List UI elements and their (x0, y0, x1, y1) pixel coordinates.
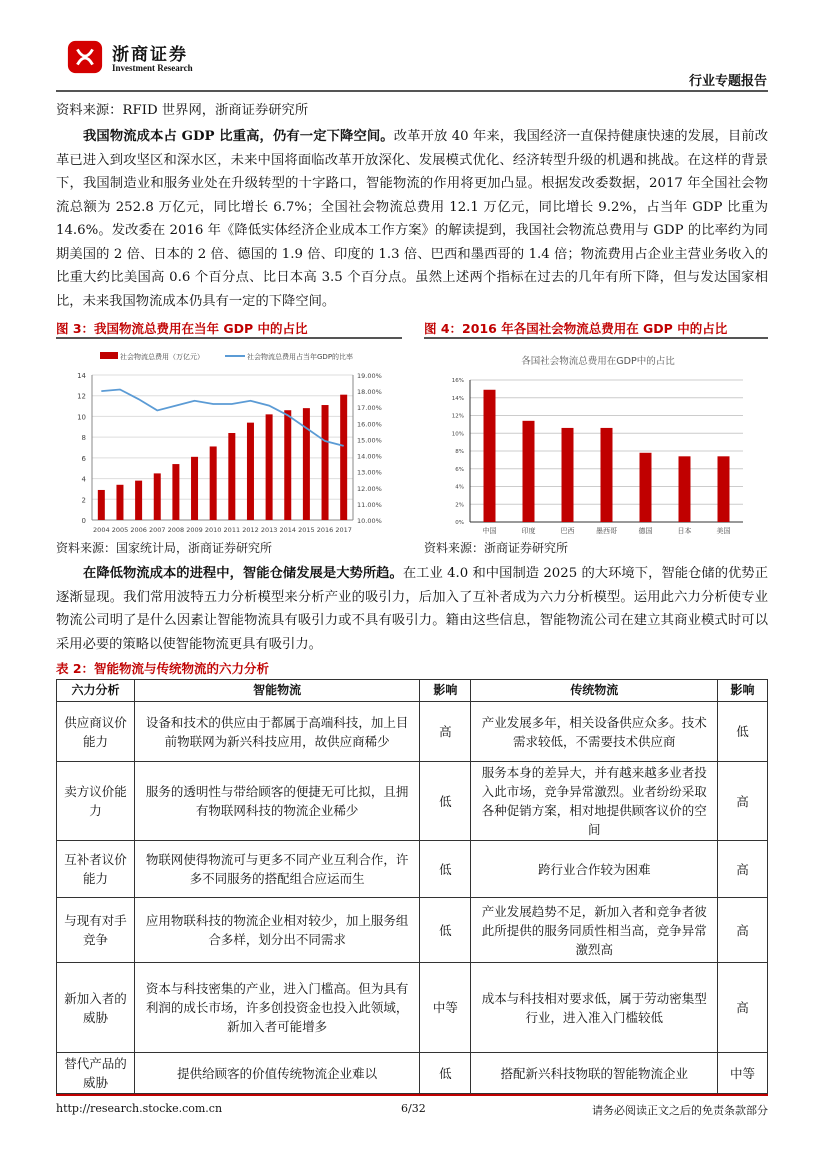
paragraph-lead: 我国物流成本占 GDP 比重高，仍有一定下降空间。 (83, 129, 394, 144)
chart-title: 各国社会物流总费用在GDP中的占比 (521, 356, 675, 367)
y2-tick-label: 17.00% (357, 404, 382, 413)
cell-smart-impact: 中等 (420, 963, 471, 1053)
x-tick-label: 2011 (223, 526, 241, 534)
y-tick-label: 8 (81, 434, 86, 443)
cell-traditional-impact: 低 (718, 702, 768, 762)
cell-traditional-impact: 高 (718, 841, 768, 898)
y-tick-label: 10 (77, 413, 86, 422)
cell-smart: 提供给顾客的价值传统物流企业难以 (134, 1053, 420, 1094)
cell-smart: 服务的透明性与带给顾客的便捷无可比拟，且拥有物联网科技的物流企业稀少 (134, 762, 420, 841)
x-tick-label: 美国 (716, 527, 731, 535)
bar (601, 428, 613, 522)
paragraph-smart-warehouse (56, 562, 768, 656)
x-tick-label: 2010 (204, 526, 222, 534)
cell-smart: 资本与科技密集的产业，进入门槛高。但为具有利润的成长市场，许多创投资金也投入此领域，新加入者可能增多 (134, 963, 420, 1053)
x-tick-label: 2016 (316, 526, 334, 534)
x-tick-label: 印度 (521, 527, 536, 535)
brand-subtitle: Investment Research (112, 63, 193, 73)
bar (266, 414, 273, 520)
y-tick-label: 2% (455, 502, 464, 509)
x-tick-label: 2015 (298, 526, 315, 534)
bar (303, 408, 310, 520)
cell-force: 与现有对手竞争 (57, 898, 135, 963)
y-tick-label: 10% (451, 431, 464, 438)
chart-country-logistics-gdp (420, 340, 760, 535)
bar (116, 485, 123, 520)
bar (718, 456, 730, 522)
y-tick-label: 6% (455, 466, 464, 473)
report-type: 行业专题报告 (688, 74, 767, 89)
x-tick-label: 2004 (93, 526, 110, 534)
footer-divider (56, 1094, 768, 1096)
figure-4-caption: 图 4：2016 年各国社会物流总费用在 GDP 中的占比 (424, 321, 728, 336)
cell-force: 供应商议价能力 (57, 702, 135, 762)
y2-tick-label: 10.00% (357, 517, 382, 525)
paragraph-body: 在工业 4.0 和中国制造 2025 的大环境下，智能仓储的优势正逐渐显现。我们常用波特五力分析模型来分析产业的吸引力，后加入了互补者成为六力分析模型。运用此六力分析使专业物流公司明了是什么因素让智能物流具有吸引力或不具有吸引力。籍由这些信息，智能物流公司在建立其商业模式时可以采用必要的策略以使智能物流更具有吸引力。 (56, 566, 768, 652)
y-tick-label: 8% (455, 449, 464, 455)
table-row (57, 702, 768, 762)
table-row (57, 1053, 768, 1094)
cell-force: 新加入者的威胁 (57, 963, 135, 1053)
cell-traditional-impact: 高 (718, 963, 768, 1053)
cell-smart: 应用物联科技的物流企业相对较少，加上服务组合多样，划分出不同需求 (134, 898, 420, 963)
header-traditional: 传统物流 (471, 680, 718, 702)
y2-tick-label: 11.00% (357, 500, 382, 509)
header-divider (56, 90, 768, 92)
brand-name: 浙商证券 (112, 45, 188, 65)
bar (191, 457, 198, 520)
company-logo (66, 38, 104, 76)
x-tick-label: 巴西 (560, 527, 575, 535)
page-number: 6/32 (401, 1102, 426, 1115)
header-smart: 智能物流 (134, 680, 420, 702)
cell-traditional: 产业发展趋势不足，新加入者和竞争者彼此所提供的服务同质性相当高，竞争异常激烈高 (471, 898, 718, 963)
x-tick-label: 2014 (279, 526, 297, 534)
bar (98, 490, 105, 520)
cell-traditional-impact: 中等 (718, 1053, 768, 1094)
header-force: 六力分析 (57, 680, 135, 702)
cell-smart-impact: 低 (420, 762, 471, 841)
bar (340, 395, 347, 520)
x-tick-label: 墨西哥 (596, 527, 617, 535)
y2-tick-label: 14.00% (357, 452, 382, 461)
table-row (57, 841, 768, 898)
cell-force: 互补者议价能力 (57, 841, 135, 898)
table-row (57, 963, 768, 1053)
bar (172, 464, 179, 520)
y-tick-label: 12% (451, 413, 464, 420)
x-tick-label: 2017 (335, 526, 352, 534)
x-tick-label: 2009 (186, 526, 203, 534)
y-tick-label: 2 (81, 496, 86, 505)
x-tick-label: 2008 (167, 526, 185, 534)
paragraph-logistics-cost (56, 125, 768, 313)
x-tick-label: 2007 (148, 526, 166, 534)
figure-3-source: 资料来源：国家统计局，浙商证券研究所 (56, 541, 273, 555)
table-2-caption: 表 2：智能物流与传统物流的六力分析 (56, 661, 270, 676)
bar (135, 481, 142, 520)
cell-force: 卖方议价能力 (57, 762, 135, 841)
x-tick-label: 2012 (242, 526, 259, 534)
bar (679, 456, 691, 522)
cell-smart: 设备和技术的供应由于都属于高端科技，加上目前物联网为新兴科技应用，故供应商稀少 (134, 702, 420, 762)
y2-tick-label: 12.00% (357, 484, 382, 493)
x-tick-label: 2013 (260, 526, 278, 534)
bar (247, 423, 254, 520)
x-tick-label: 中国 (482, 527, 497, 535)
y-tick-label: 0% (455, 520, 464, 526)
legend-bar-label: 社会物流总费用（万亿元） (120, 353, 204, 361)
paragraph-lead: 在降低物流成本的进程中，智能仓储发展是大势所趋。 (83, 566, 403, 581)
bar (154, 473, 161, 520)
paragraph-body: 改革开放 40 年来，我国经济一直保持健康快速的发展，目前改革已进入到攻坚区和深水区，未来中国将面临改革开放深化、发展模式优化、经济转型升级的机遇和挑战。在这样的背景下，我国制造业和服务业处在升级转型的十字路口，智能物流的作用将更加凸显。根据发改委数据，2017 年全国社会物流总额为 252.8 万亿元，同比增长 6.7%；全国社会物流总费用 12.1 万亿元，同比增长 9.2%，占当年 GDP 比重为 14.6%。发改委在 2016 年《降低实体经济企业成本工作方案》的解读提到，我国社会物流总费用与 GDP 的比率约为同期美国的 2 倍、日本的 2 倍、德国的 1.9 倍、印度的 1.3 倍、巴西和墨西哥的 1.4 倍；物流费用占企业主营业务收入的比重大约比美国高 0.6 个百分点、比日本高 3.5 个百分点。虽然上述两个指标在过去的几年有所下降，但与发达国家相比，未来我国物流成本仍具有一定的下降空间。 (56, 129, 768, 309)
figure-3-rule (56, 337, 402, 339)
cell-traditional: 搭配新兴科技物联的智能物流企业 (471, 1053, 718, 1094)
y2-tick-label: 19.00% (357, 372, 382, 380)
bar (210, 446, 217, 520)
footer-url[interactable]: http://research.stocke.com.cn (56, 1102, 223, 1115)
header-impact: 影响 (420, 680, 471, 702)
x-tick-label: 2005 (111, 526, 129, 534)
cell-smart-impact: 低 (420, 1053, 471, 1094)
bar (284, 410, 291, 520)
table-row (57, 762, 768, 841)
cell-traditional: 成本与科技相对要求低，属于劳动密集型行业，进入准入门槛较低 (471, 963, 718, 1053)
bar (322, 405, 329, 520)
cell-traditional: 产业发展多年，相关设备供应众多。技术需求较低，不需要技术供应商 (471, 702, 718, 762)
figure-3-caption: 图 3：我国物流总费用在当年 GDP 中的占比 (56, 321, 308, 336)
y2-tick-label: 18.00% (357, 388, 382, 397)
cell-smart-impact: 高 (420, 702, 471, 762)
y-tick-label: 14 (77, 372, 86, 380)
cell-traditional: 服务本身的差异大，并有越来越多业者投入此市场，竞争异常激烈。业者纷纷采取各种促销方案，相对地提供顾客议价的空间 (471, 762, 718, 841)
six-forces-table (56, 679, 768, 1094)
cell-traditional-impact: 高 (718, 762, 768, 841)
cell-traditional: 跨行业合作较为困难 (471, 841, 718, 898)
y-tick-label: 4% (455, 484, 464, 491)
y2-tick-label: 13.00% (357, 468, 382, 477)
x-tick-label: 日本 (677, 527, 692, 535)
footer-disclaimer: 请务必阅读正文之后的免责条款部分 (592, 1104, 768, 1117)
x-tick-label: 2006 (130, 526, 147, 534)
legend-line-label: 社会物流总费用占当年GDP的比率 (247, 353, 354, 361)
cell-force: 替代产品的威胁 (57, 1053, 135, 1094)
x-tick-label: 德国 (638, 527, 653, 535)
y2-tick-label: 15.00% (357, 436, 382, 445)
y-tick-label: 0 (81, 517, 86, 525)
header-impact: 影响 (718, 680, 768, 702)
bar (523, 421, 535, 522)
y-tick-label: 16% (451, 378, 464, 384)
table-header-row (57, 680, 768, 702)
bar (228, 433, 235, 520)
figure-4-rule (424, 337, 768, 339)
cell-smart-impact: 低 (420, 841, 471, 898)
figure-4-source: 资料来源：浙商证券研究所 (424, 541, 569, 555)
y-tick-label: 6 (81, 454, 86, 463)
table-row (57, 898, 768, 963)
y2-tick-label: 16.00% (357, 420, 382, 429)
y-tick-label: 14% (451, 395, 464, 402)
bar (562, 428, 574, 522)
bar (484, 390, 496, 522)
bar (640, 453, 652, 522)
y-tick-label: 12 (77, 392, 86, 401)
cell-traditional-impact: 高 (718, 898, 768, 963)
cell-smart: 物联网使得物流可与更多不同产业互利合作，许多不同服务的搭配组合应运而生 (134, 841, 420, 898)
y-tick-label: 4 (81, 475, 86, 484)
legend-bar-swatch (100, 352, 118, 359)
chart-logistics-cost-gdp (60, 340, 400, 535)
source-note: 资料来源：RFID 世界网，浙商证券研究所 (56, 103, 309, 118)
cell-smart-impact: 低 (420, 898, 471, 963)
